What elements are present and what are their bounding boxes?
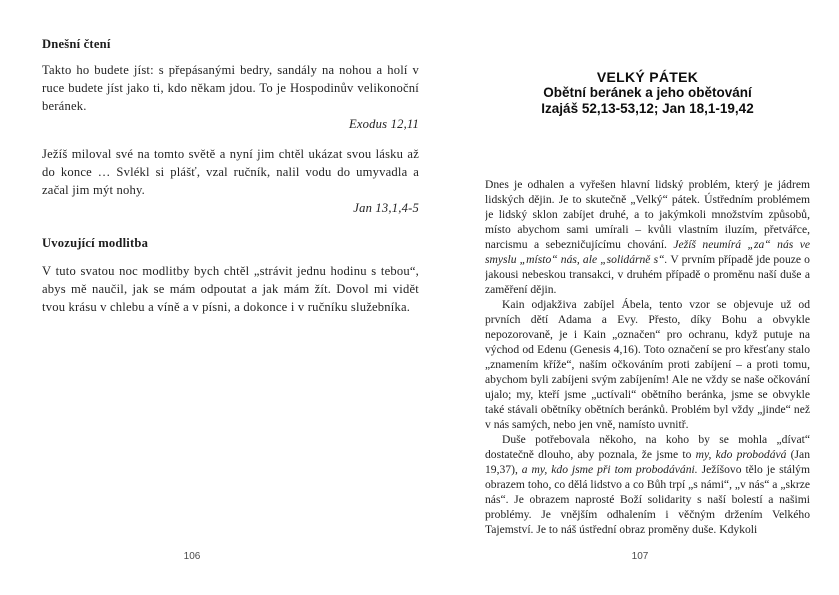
page-number-right: 107 [631, 551, 649, 562]
body-paragraph [485, 432, 810, 537]
text-run: V prvním případě jde pouze o jakousi nebeskou transakci, v druhém případě o proměnu naší duše a zaměření dějin. [485, 253, 810, 296]
italic-text-run: a my, kdo jsme při tom probodáváni. [521, 463, 698, 476]
right-page [485, 0, 810, 595]
chapter-heading [485, 69, 810, 117]
text-run: Ježíšovo tělo je stálým obrazem toho, co dělá lidstvo a co Bůh trpí „s námi“, „v nás“ a „skrze nás“. Je obrazem naprosté Boží solidarity s naší bolestí a našimi problémy. Je vnějším odhalením i věčným držením Velkého Tajemství. Je to náš ústřední obraz proměny duše. Kdykoli [485, 463, 810, 536]
left-page [42, 0, 419, 595]
text-run: (Jan 19,37), [485, 448, 810, 476]
chapter-scripture-references: Izajáš 52,13-53,12; Jan 18,1-19,42 [541, 101, 754, 116]
scripture-attribution-john: Jan 13,1,4-5 [353, 201, 419, 215]
italic-text-run: my, kdo probodává [695, 448, 787, 461]
chapter-body-text [485, 177, 810, 555]
page-number-left: 106 [183, 551, 201, 562]
opening-prayer-text: V tuto svatou noc modlitby bych chtěl „strávit jednu hodinu s tebou“, abys mě naučil, jak se mám odpoutat a jak mám žít. Dovol mi vidět tvou krásu v chlebu a víně a v písni, a dokonce i v ručníku služebníka. [42, 264, 419, 314]
body-paragraph [485, 297, 810, 432]
text-run: Kain odjakživa zabíjel Ábela, tento vzor se objevuje už od prvních dětí Adama a Evy. Přesto, díky Bohu a obvykle nepozorovaně, je i Kain „označen“ pro ochranu, když putuje na východ od Edenu (Genesis 4,16). Toto označení se pro křesťany stalo „znamením kříže“, naším očkováním proti zabíjení – a proti tomu, abychom byli zabíjeni svým zabíjením! Ale ne vždy se naše očkování ujalo; my, kteří jsme „uctívali“ obětního beránka, jsme se obvykle také stávali obětníky obětních beránků. Problém byl vždy „jinde“ než v nás samých, nebo jen vně, namísto uvnitř. [485, 298, 810, 431]
italic-text-run: Ježíš neumírá „za“ nás ve smyslu „místo“ nás, ale „solidárně s“. [485, 238, 810, 266]
scripture-quote-john: Ježíš miloval své na tomto světě a nyní jim chtěl ukázat svou lásku až do konce … Svlékl si plášť, vzal ručník, nalil vodu do umyvadla a začal jim mýt nohy. [42, 147, 419, 197]
section-heading-todays-reading: Dnešní čtení [42, 37, 111, 51]
text-run: Dnes je odhalen a vyřešen hlavní lidský problém, který je jádrem lidských dějin. Je to skutečně „Velký“ pátek. Ústředním problémem je lidský sklon zabíjet druhé, a to jakýmkoli množstvím způsobů, místo abychom sami umírali – kvůli vlastním iluzím, přetvářce, narcismu a sebezničujícímu chování. [485, 178, 810, 251]
chapter-title: VELKÝ PÁTEK [596, 69, 699, 85]
body-paragraph [485, 177, 810, 297]
section-heading-opening-prayer: Uvozující modlitba [42, 236, 149, 250]
scripture-attribution-exodus: Exodus 12,11 [348, 117, 419, 131]
scripture-quote-exodus: Takto ho budete jíst: s přepásanými bedry, sandály na nohou a holí v ruce budete jíst jako ti, kdo někam jdou. To je Hospodinův velikonoční beránek. [42, 63, 419, 113]
chapter-subtitle: Obětní beránek a jeho obětování [543, 85, 752, 100]
text-run: Duše potřebovala někoho, na koho by se mohla „dívat“ dostatečně dlouho, aby poznala, že jsme to [485, 433, 810, 461]
